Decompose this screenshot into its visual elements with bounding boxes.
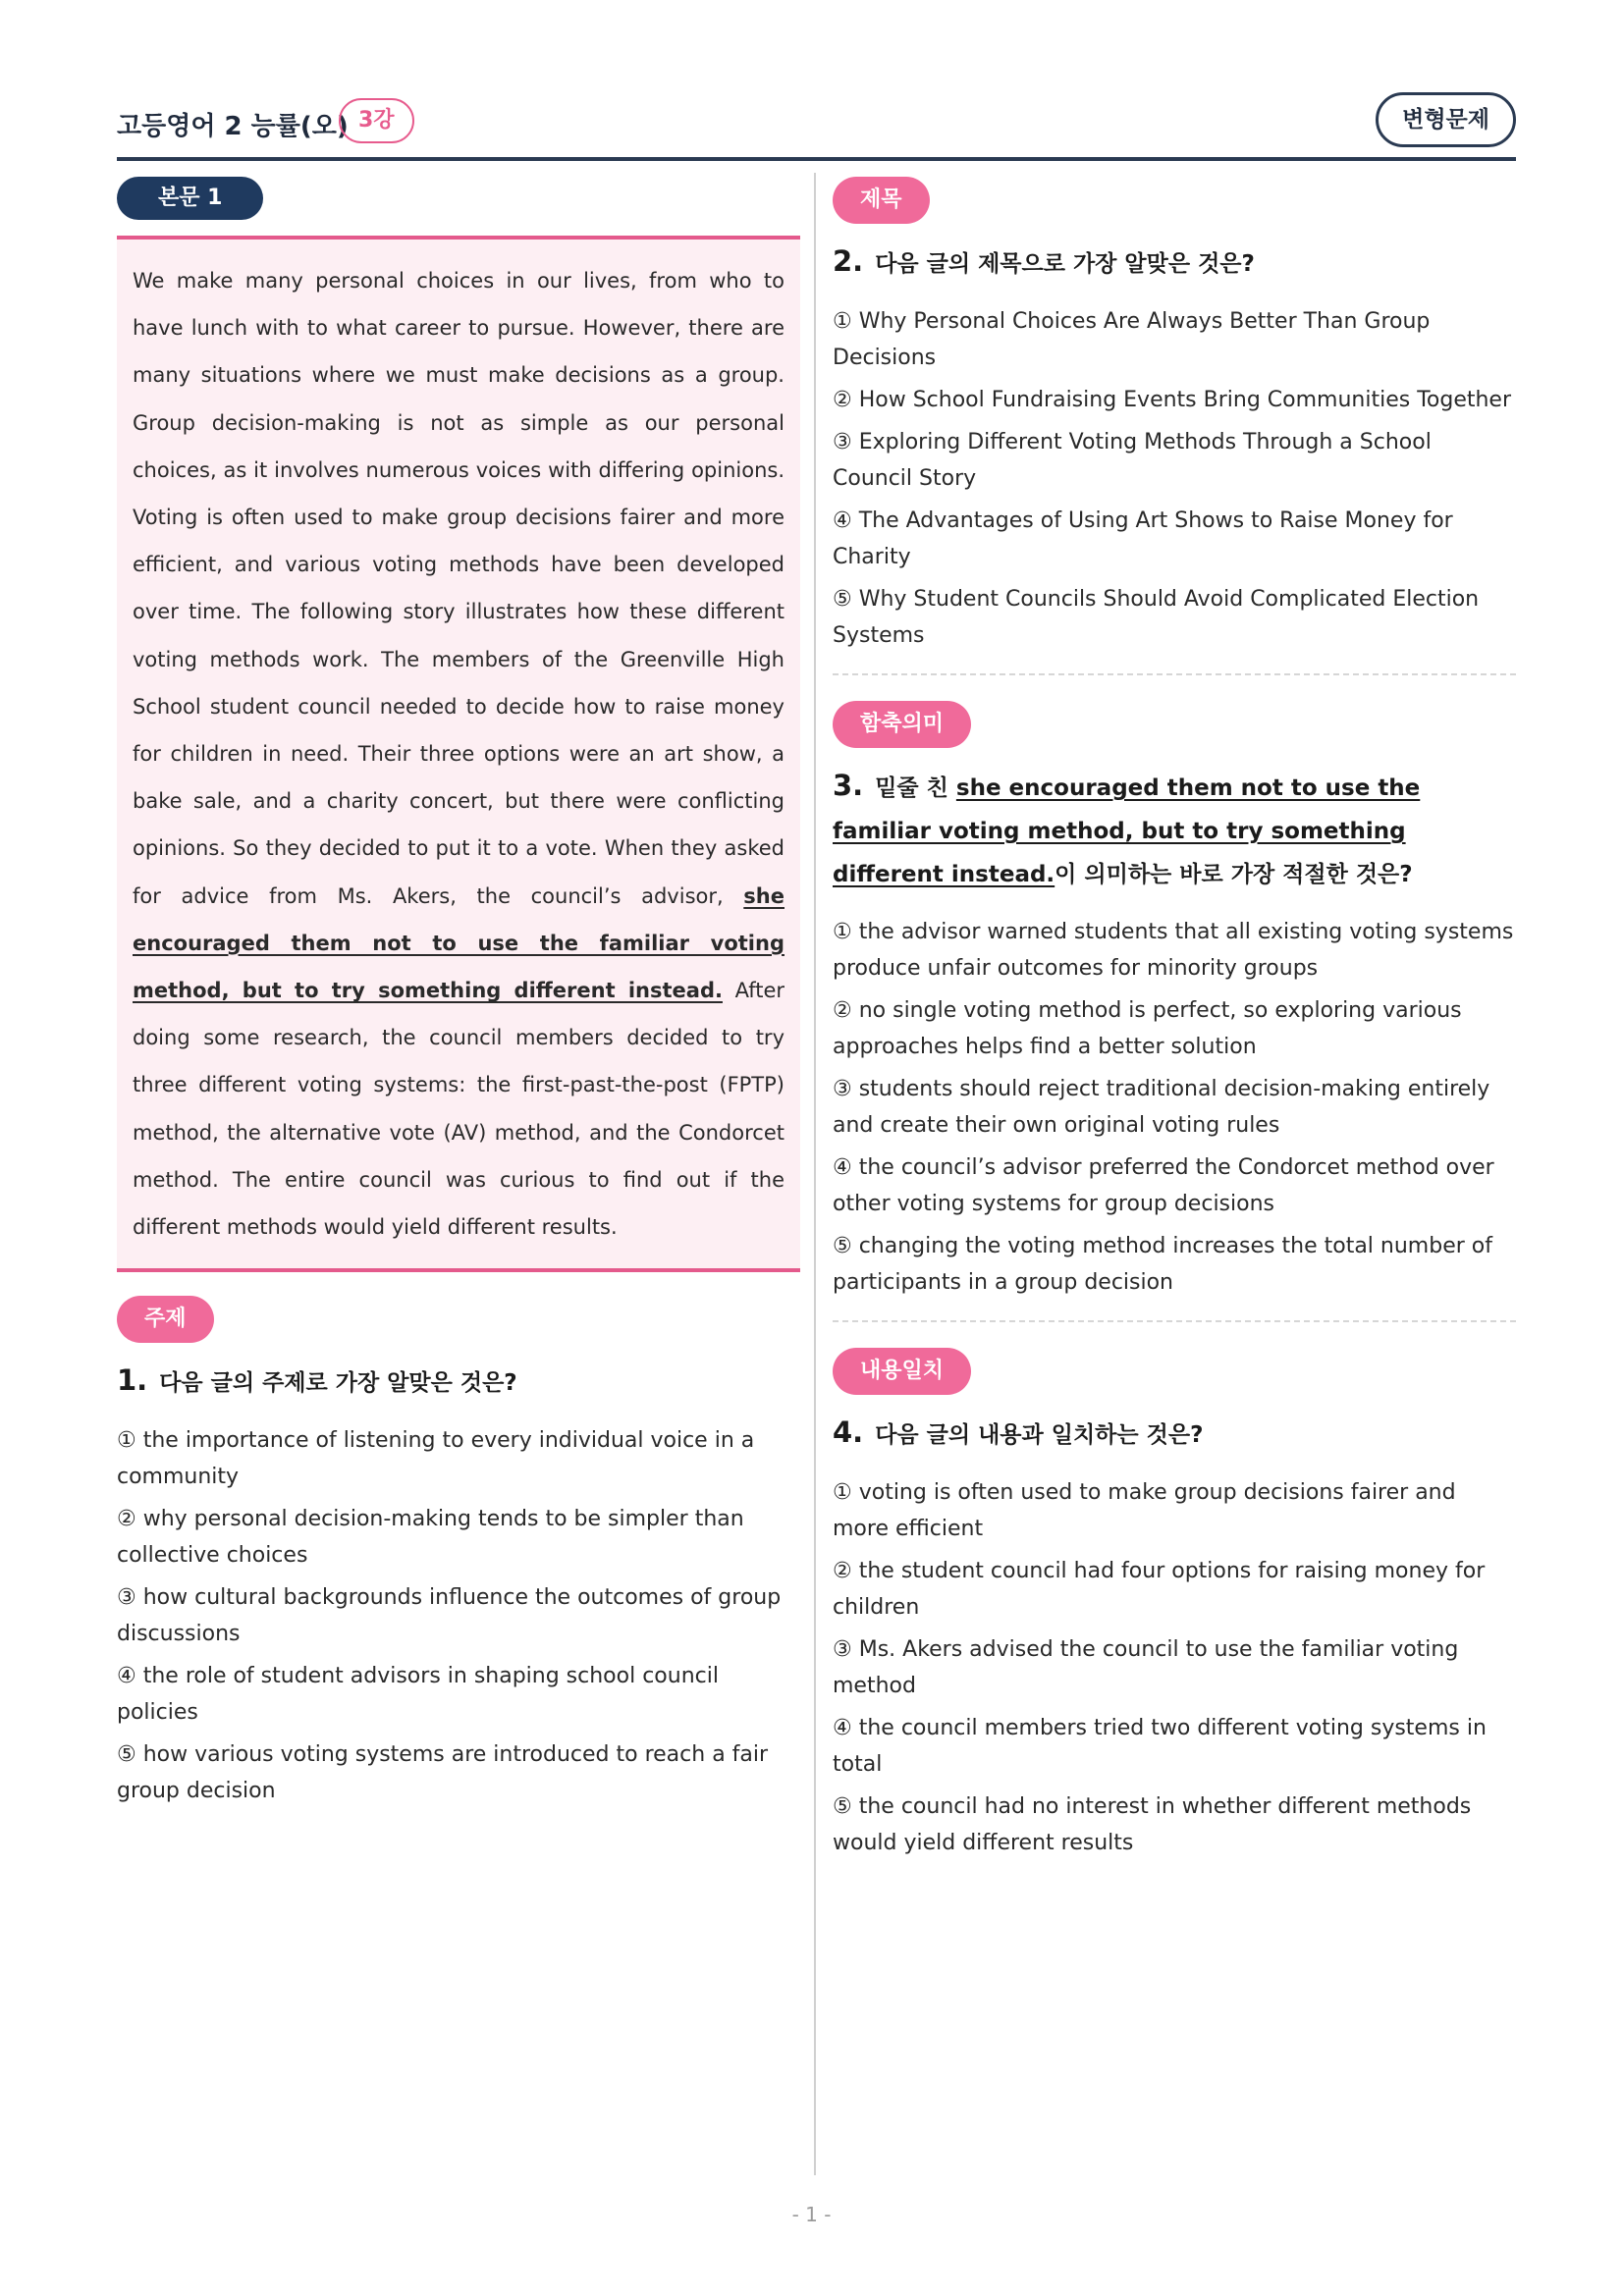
q1-option-1[interactable]: ① the importance of listening to every individual voice in a community [117,1428,755,1490]
q1-option-3[interactable]: ③ how cultural backgrounds influence the outcomes of group discussions [117,1585,782,1647]
section-separator [833,1320,1516,1322]
passage-text-after: After doing some research, the council members decided to try three different voting systems: the first-past-the-post (FPTP) method, the alternative vote (AV) method, and the Condorcet method. The entire council was curious to find out if the different methods would yield different results. [133,979,785,1240]
q4-option-4[interactable]: ④ the council members tried two different voting systems in total [833,1716,1487,1777]
q3-question-before: 밑줄 친 [875,775,956,801]
q2-options [833,303,1516,654]
q1-option-4[interactable]: ④ the role of student advisors in shaping school council policies [117,1664,719,1726]
q3-option-5[interactable]: ⑤ changing the voting method increases the total number of participants in a group decision [833,1234,1492,1295]
question-type-badge: 변형문제 [1376,92,1516,147]
q4-options [833,1474,1516,1861]
q3-section [833,701,1516,1301]
q1-title [117,1359,800,1405]
q1-question: 다음 글의 주제로 가장 알맞은 것은? [159,1370,517,1397]
q3-number: 3. [833,769,864,802]
q3-options [833,914,1516,1301]
q3-tag: 함축의미 [833,701,971,748]
left-column [117,177,800,1815]
passage-box [117,236,800,1272]
q4-option-3[interactable]: ③ Ms. Akers advised the council to use the familiar voting method [833,1637,1459,1698]
q1-section [117,1296,800,1809]
page-number: - 1 - [791,2203,832,2226]
q3-option-2[interactable]: ② no single voting method is perfect, so exploring various approaches helps find a better solution [833,998,1462,1059]
q2-option-1[interactable]: ① Why Personal Choices Are Always Better Than Group Decisions [833,309,1431,370]
q2-number: 2. [833,244,864,278]
q2-option-5[interactable]: ⑤ Why Student Councils Should Avoid Complicated Election Systems [833,587,1480,648]
passage-label: 본문 1 [117,177,263,220]
q4-option-5[interactable]: ⑤ the council had no interest in whether different methods would yield different results [833,1794,1472,1855]
q3-option-4[interactable]: ④ the council’s advisor preferred the Condorcet method over other voting systems for group decisions [833,1155,1494,1216]
document-title: 고등영어 2 능률(오) [117,112,349,141]
q3-question-underlined: she encouraged them not to use the familiar voting method, but to try something different instead. [833,775,1421,887]
q4-tag: 내용일치 [833,1348,971,1395]
q4-option-1[interactable]: ① voting is often used to make group decisions fairer and more efficient [833,1480,1456,1541]
q4-number: 4. [833,1415,864,1449]
q2-title [833,240,1516,286]
q1-number: 1. [117,1363,148,1398]
q2-option-4[interactable]: ④ The Advantages of Using Art Shows to Raise Money for Charity [833,508,1453,569]
column-divider [814,173,816,2175]
q4-title [833,1411,1516,1457]
q3-option-1[interactable]: ① the advisor warned students that all existing voting systems produce unfair outcomes for minority groups [833,920,1514,981]
q2-tag: 제목 [833,177,930,224]
q1-option-5[interactable]: ⑤ how various voting systems are introduced to reach a fair group decision [117,1742,769,1804]
q2-question: 다음 글의 제목으로 가장 알맞은 것은? [875,251,1255,277]
q3-option-3[interactable]: ③ students should reject traditional decision-making entirely and create their own original voting rules [833,1077,1490,1138]
q3-title [833,764,1516,896]
q4-question: 다음 글의 내용과 일치하는 것은? [875,1422,1204,1448]
q4-section [833,1348,1516,1861]
q1-option-2[interactable]: ② why personal decision-making tends to be simpler than collective choices [117,1507,744,1569]
passage-text-before: We make many personal choices in our lives, from who to have lunch with to what career to pursue. However, there are many situations where we must make decisions as a group. Group decision-making is not as simple as our personal choices, as it involves numerous voices with differing opinions. Voting is often used to make group decisions fairer and more efficient, and various voting methods have been developed over time. The following story illustrates how these different voting methods work. The members of the Greenville High School student council needed to decide how to raise money for children in need. Their three options were an art show, a bake sale, and a charity concert, but there were conflicting opinions. So they decided to put it to a vote. When they asked for advice from Ms. Akers, the council’s advisor, [133,269,784,908]
passage-text [133,257,784,1251]
q3-question-after: 이 의미하는 바로 가장 적절한 것은? [1055,862,1413,887]
right-column [833,177,1516,1867]
q1-tag: 주제 [117,1296,214,1343]
page-header [117,96,1516,161]
passage-underlined-sentence: she encouraged them not to use the familiar voting method, but to try something different instead. [133,883,784,1003]
q2-section [833,177,1516,654]
section-separator [833,673,1516,675]
q4-option-2[interactable]: ② the student council had four options for raising money for children [833,1559,1486,1620]
q2-option-2[interactable]: ② How School Fundraising Events Bring Communities Together [833,388,1512,412]
lesson-badge: 3강 [339,98,414,143]
q2-option-3[interactable]: ③ Exploring Different Voting Methods Through a School Council Story [833,430,1432,491]
q1-options [117,1422,800,1809]
